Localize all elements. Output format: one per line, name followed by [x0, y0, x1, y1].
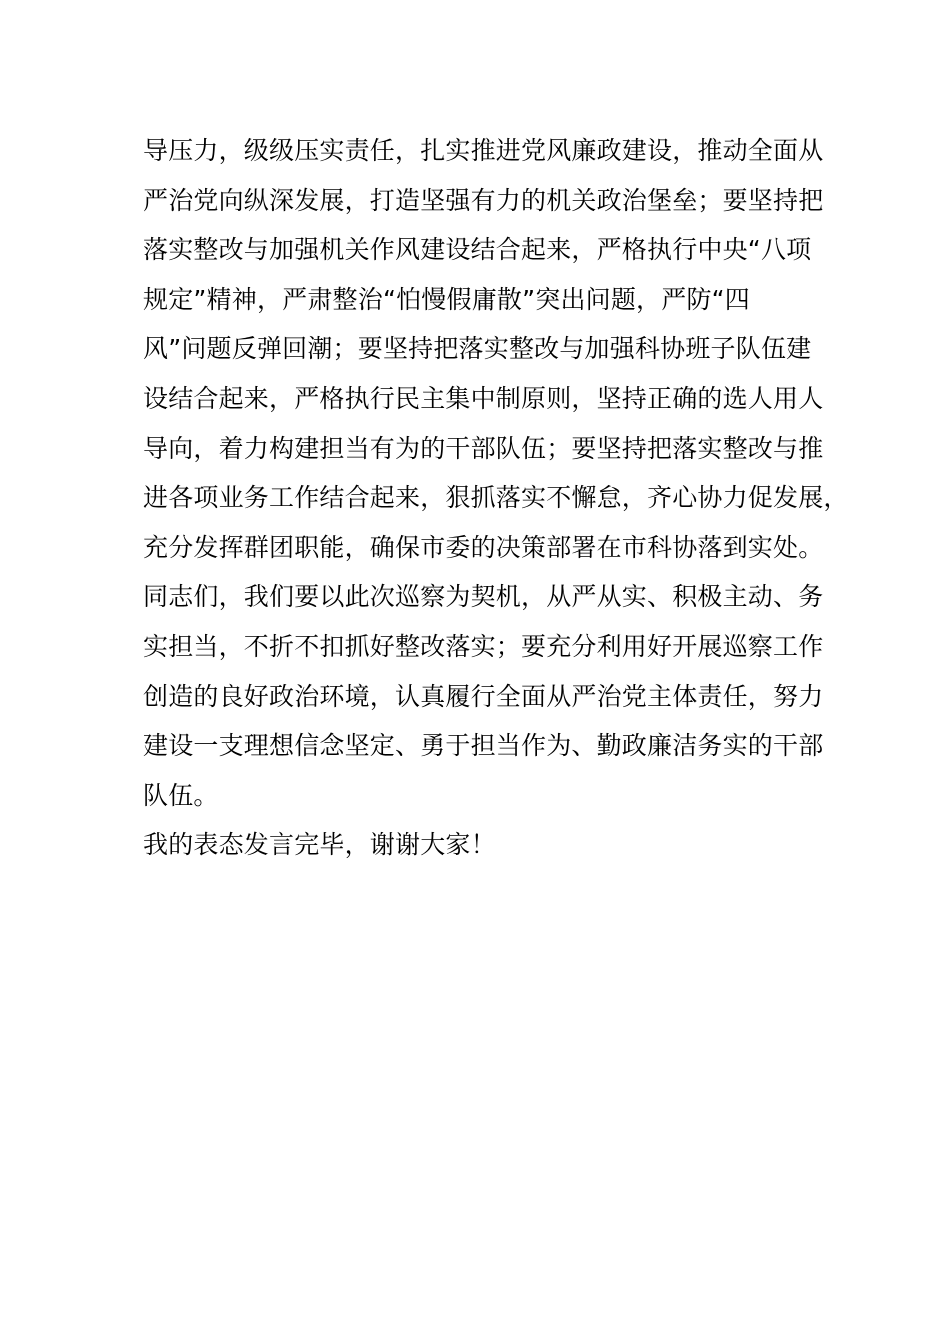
text-line: 创造的良好政治环境，认真履行全面从严治党主体责任，努力 — [143, 681, 824, 711]
text-line: 落实整改与加强机关作风建设结合起来，严格执行中央“八项 — [143, 235, 812, 265]
text-line: 充分发挥群团职能，确保市委的决策部署在市科协落到实处。 — [143, 532, 824, 562]
text-line: 队伍。 — [143, 780, 219, 810]
text-line: 同志们，我们要以此次巡察为契机，从严从实、积极主动、务 — [143, 582, 824, 612]
text-line: 风”问题反弹回潮；要坚持把落实整改与加强科协班子队伍建 — [143, 334, 812, 364]
closing-line: 我的表态发言完毕，谢谢大家！ — [143, 830, 496, 860]
text-line: 导压力，级级压实责任，扎实推进党风廉政建设，推动全面从 — [143, 136, 824, 165]
text-line: 导向，着力构建担当有为的干部队伍；要坚持把落实整改与推 — [143, 433, 824, 463]
document-body — [143, 126, 849, 870]
text-line: 规定”精神，严肃整治“怕慢假庸散”突出问题，严防“四 — [143, 284, 751, 314]
text-line: 实担当，不折不扣抓好整改落实；要充分利用好开展巡察工作 — [143, 631, 824, 661]
text-line: 严治党向纵深发展，打造坚强有力的机关政治堡垒；要坚持把 — [143, 185, 824, 215]
text-line: 进各项业务工作结合起来，狠抓落实不懈怠，齐心协力促发展， — [143, 483, 849, 513]
text-line: 设结合起来，严格执行民主集中制原则，坚持正确的选人用人 — [143, 383, 824, 413]
text-line: 建设一支理想信念坚定、勇于担当作为、勤政廉洁务实的干部 — [143, 731, 824, 761]
